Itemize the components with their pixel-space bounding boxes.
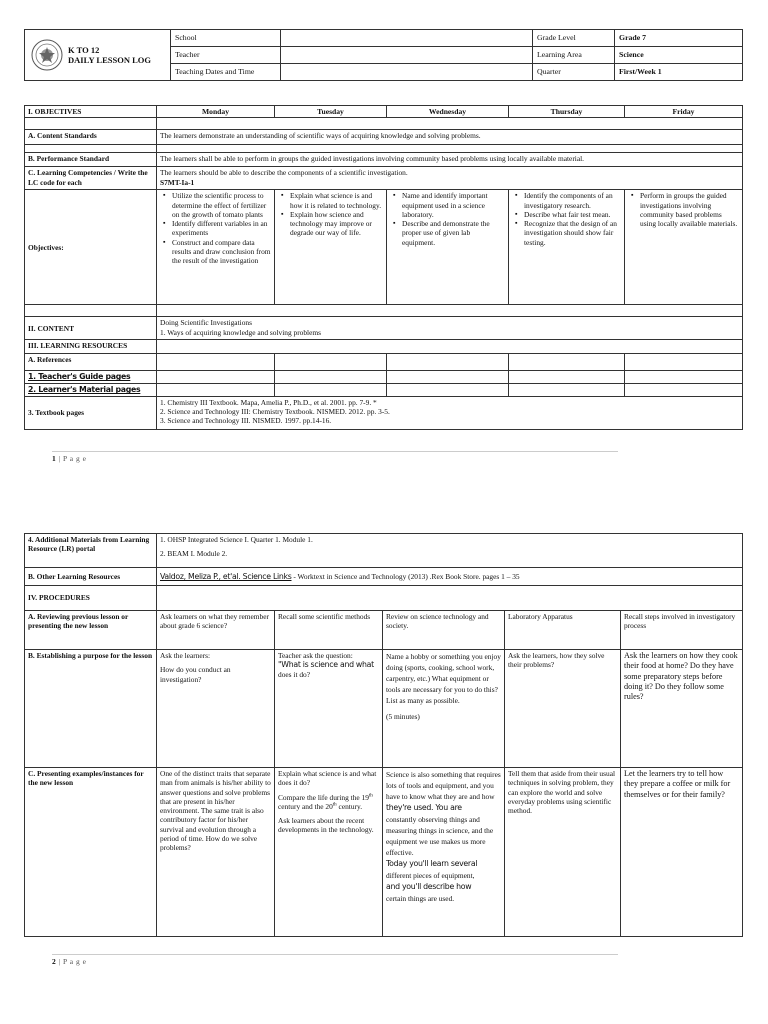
competencies-text: The learners should be able to describe the components of a scientific investigation. [160,168,408,178]
footer-rule [52,954,618,955]
tg-cell [157,371,275,384]
learning-area-label: Learning Area [533,47,615,64]
spacer-row [25,305,157,317]
content-label: II. CONTENT [25,317,157,340]
text-part: century. [336,801,363,811]
competency-code: S7MT-Ia-1 [160,177,195,187]
additional-line: 1. OHSP Integrated Science I. Quarter 1. Module 1. [160,535,313,544]
day-wednesday: Wednesday [387,106,509,118]
other-resources-author: Valdoz, Meliza P., et'al. Science Links [160,571,292,581]
page-label: | P a g e [58,957,87,966]
grade-level-label: Grade Level [533,30,615,47]
objectives-tuesday [275,190,387,305]
purpose-label: B. Establishing a purpose for the lesson [25,650,157,768]
competencies-label: C. Learning Competencies / Write the LC code for each [25,167,157,190]
teacher-value [281,47,533,64]
procedures-table [24,533,743,937]
procedures-heading: IV. PROCEDURES [25,586,157,611]
objective-item: ▪ Identify different variables in an experiments [172,219,271,238]
purpose-text: How do you conduct an investigation? [160,665,231,684]
page-footer-2 [52,957,86,966]
purpose-thursday: Ask the learners, how they solve their problems? [505,650,621,768]
objective-item: ▪ Construct and compare data results and draw conclusion from the result of the investigation [172,238,271,266]
reviewing-thursday: Laboratory Apparatus [505,611,621,650]
ref-cell [509,354,625,371]
purpose-question: "What is science and what [278,660,374,670]
objective-item: ▪ Name and identify important equipment used in a science laboratory. [402,191,505,219]
reviewing-wednesday: Review on science technology and society. [383,611,505,650]
content-standards-label: A. Content Standards [25,130,157,145]
presenting-thursday: Tell them that aside from their usual techniques in solving problem, they can explore the world and solve everyday problems using scientific method. [505,768,621,937]
ref-cell [275,354,387,371]
objectives-friday [625,190,743,305]
additional-materials-label: 4. Additional Materials from Learning Resource (LR) portal [25,534,157,568]
reviewing-monday: Ask learners on what they remember about grade 6 science? [157,611,275,650]
purpose-tuesday [275,650,383,768]
page-footer-1 [52,454,86,463]
objective-item: ▪ Explain what science is and how it is related to technology. [290,191,383,210]
objectives-monday [157,190,275,305]
objective-item: ▪ Explain how science and technology may improve or degrade our way of life. [290,210,383,238]
text-part: Compare the life during the 19 [278,792,369,802]
presenting-text: certain things are used. [386,893,455,903]
presenting-tuesday [275,768,383,937]
procedures-cell [157,586,743,611]
resources-heading: III. LEARNING RESOURCES [25,340,157,354]
competencies-cell [157,167,743,190]
ref-cell [625,354,743,371]
title-kto12: K TO 12 [68,45,100,55]
presenting-text: they're used. You are [386,803,462,813]
logo-cell [25,30,171,81]
presenting-text: Today you'll learn several [386,859,478,869]
presenting-monday: One of the distinct traits that separate man from animals is his/her ability to answer questions and solve problems that are present in his/her environment. The same trait is also contributory factor for his/her survival and evolution through a period of time. How do we solve problems? [157,768,275,937]
objectives-wednesday [387,190,509,305]
textbook-line: 3. Science and Technology III. NISMED. 1997. pp.14-16. [160,416,332,426]
lm-cell [509,384,625,397]
purpose-text: Ask the learners: [160,651,211,660]
quarter-value: First/Week 1 [615,64,743,81]
reviewing-label: A. Reviewing previous lesson or presenting the new lesson [25,611,157,650]
dates-label: Teaching Dates and Time [171,64,281,81]
additional-line: 2. BEAM I. Module 2. [160,549,228,559]
spacer-cell [157,118,743,130]
title-dll: DAILY LESSON LOG [68,55,151,66]
tg-cell [387,371,509,384]
grade-level-value: Grade 7 [615,30,743,47]
presenting-wednesday [383,768,505,937]
objectives-table [24,105,743,430]
objective-item: ▪ Describe and demonstrate the proper use of given lab equipment. [402,219,505,247]
presenting-text: Ask learners about the recent developments in the technology. [278,816,374,835]
superscript: th [368,793,373,799]
reviewing-tuesday: Recall some scientific methods [275,611,383,650]
text-part: century and the 20 [278,801,333,811]
day-tuesday: Tuesday [275,106,387,118]
deped-seal-icon [31,39,63,71]
ref-cell [387,354,509,371]
other-resources-label: B. Other Learning Resources [25,568,157,586]
tg-cell [509,371,625,384]
resources-cell [157,340,743,354]
objective-item: ▪ Utilize the scientific process to determine the effect of fertilizer on the growth of tomato plants [172,191,271,219]
other-resources-cell [157,568,743,586]
objective-item: ▪ Describe what fair test mean. [524,210,621,219]
performance-standard-label: B. Performance Standard [25,153,157,167]
performance-standard-text: The learners shall be able to perform in groups the guided investigations involving community based problems using locally available material. [157,153,743,167]
footer-rule [52,451,618,452]
content-cell [157,317,743,340]
presenting-text: Explain what science is and what does it do? [278,769,377,788]
learners-material-label: 2. Learner's Material pages [25,384,157,397]
learning-area-value: Science [615,47,743,64]
presenting-text: different pieces of equipment, [386,871,475,881]
teachers-guide-label: 1. Teacher's Guide pages [25,371,157,384]
lm-cell [275,384,387,397]
purpose-monday [157,650,275,768]
day-thursday: Thursday [509,106,625,118]
references-label: A. References [25,354,157,371]
purpose-text: Name a hobby or something you enjoy doing (sports, cooking, school work, carpentry, etc.) What equipment or tools are necessary for you to do this? List as many as possible. [386,652,501,706]
purpose-text: Teacher ask the question: [278,651,353,660]
purpose-wednesday [383,650,505,768]
textbook-line: 2. Science and Technology III: Chemistry Textbook. NISMED. 2012. pp. 3-5. [160,407,390,417]
purpose-text: (5 minutes) [386,711,420,721]
spacer-row [25,118,157,130]
page-number: 2 [52,957,57,966]
textbook-label: 3. Textbook pages [25,396,157,429]
content-standards-text: The learners demonstrate an understanding of scientific ways of acquiring knowledge and solving problems. [157,130,743,145]
presenting-text: and you'll describe how [386,882,472,892]
objectives-label: Objectives: [25,190,157,305]
header-table [24,29,743,81]
page-label: | P a g e [58,454,87,463]
day-monday: Monday [157,106,275,118]
tg-cell [275,371,387,384]
dates-value [281,64,533,81]
presenting-text: constantly observing things and measuring things in science, and the equipment we use makes us more effective. [386,815,494,858]
purpose-text: does it do? [278,669,311,679]
spacer-cell [157,145,743,153]
presenting-label: C. Presenting examples/instances for the new lesson [25,768,157,937]
textbook-line: 1. Chemistry III Textbook. Mapa, Amelia P., Ph.D., et al. 2001. pp. 7-9. * [160,397,377,407]
presenting-text [278,793,379,812]
lm-cell [625,384,743,397]
superscript: th [332,802,337,808]
presenting-text: Science is also something that requires lots of tools and equipment, and you have to know what they are and how [386,770,501,802]
other-resources-rest: - Worktext in Science and Technology (2013) .Rex Book Store. pages 1 – 35 [291,571,520,581]
tg-cell [625,371,743,384]
lm-cell [387,384,509,397]
spacer-cell [157,305,743,317]
lm-cell [157,384,275,397]
purpose-friday: Ask the learners on how they cook their food at home? Do they have some preparatory steps before doing it? Do they follow some rules? [621,650,743,768]
page-number: 1 [52,454,57,463]
spacer-row [25,145,157,153]
textbook-cell [157,396,743,429]
objective-item: ▪ Recognize that the design of an investigation should show fair testing. [524,219,621,247]
objectives-thursday [509,190,625,305]
content-line2: 1. Ways of acquiring knowledge and solving problems [160,327,322,337]
teacher-label: Teacher [171,47,281,64]
objectives-heading: I. OBJECTIVES [25,106,157,118]
quarter-label: Quarter [533,64,615,81]
ref-cell [157,354,275,371]
reviewing-friday: Recall steps involved in investigatory process [621,611,743,650]
objective-item: ▪ Identify the components of an investigatory research. [524,191,621,210]
objective-item: ▪ Perform in groups the guided investigations involving community based problems using locally available materials. [640,191,739,228]
presenting-friday: Let the learners try to tell how they prepare a coffee or milk for themselves or for their family? [621,768,743,937]
school-label: School [171,30,281,47]
additional-materials-cell [157,534,743,568]
school-value [281,30,533,47]
content-line1: Doing Scientific Investigations [160,318,252,328]
day-friday: Friday [625,106,743,118]
